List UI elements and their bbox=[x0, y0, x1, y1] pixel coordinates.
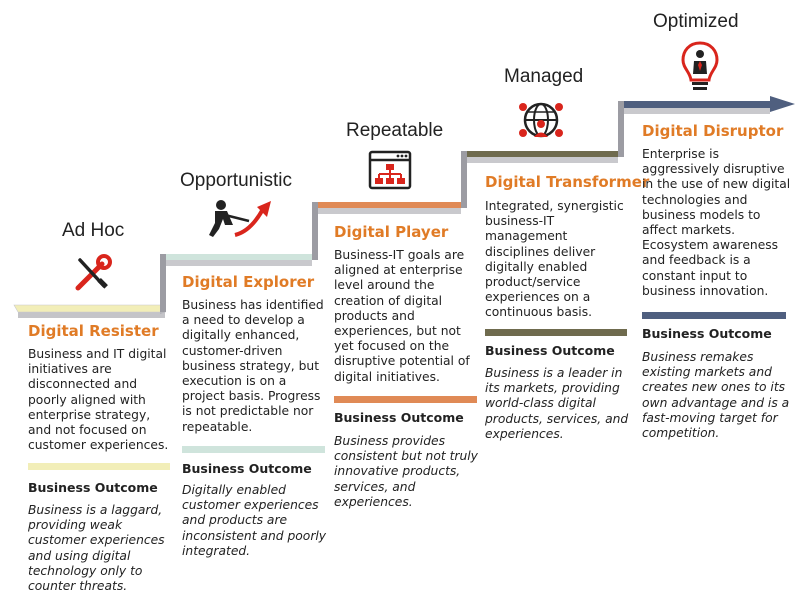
business-outcome-text: Business provides consistent but not truly innovative products, services, and experiences. bbox=[334, 434, 478, 509]
stage-divider-bar bbox=[182, 446, 325, 453]
stage-level-title: Ad Hoc bbox=[62, 220, 125, 241]
wrench-screwdriver-icon bbox=[70, 252, 114, 296]
business-outcome-text: Digitally enabled customer experiences and products are inconsistent and poorly integrated. bbox=[182, 483, 327, 558]
arrow-head bbox=[770, 96, 795, 112]
step-face-2 bbox=[166, 260, 312, 266]
step-edge-5 bbox=[618, 101, 624, 157]
globe-network-people-icon bbox=[516, 95, 566, 145]
stage-name: Digital Resister bbox=[28, 322, 159, 340]
stage-name: Digital Transformer bbox=[485, 173, 650, 191]
stage-description: Integrated, synergistic business-IT management disciplines deliver digitally enabled product/service experiences on a continuous basis. bbox=[485, 199, 624, 320]
step-face-4 bbox=[467, 157, 618, 163]
business-outcome-label: Business Outcome bbox=[28, 480, 158, 495]
step-tread-4 bbox=[461, 151, 624, 157]
business-outcome-text: Business is a laggard, providing weak customer experiences and using digital technology only to counter threats. bbox=[28, 503, 165, 594]
stage-name: Digital Player bbox=[334, 223, 449, 241]
business-outcome-label: Business Outcome bbox=[642, 326, 772, 341]
stage-level-title: Optimized bbox=[653, 11, 739, 32]
step-tread-2 bbox=[160, 254, 318, 260]
stage-description: Business-IT goals are aligned at enterprise level around the creation of digital products and experiences, but not yet focused on the disruptive potential of digital initiatives. bbox=[334, 248, 470, 384]
stage-divider-bar bbox=[642, 312, 786, 319]
stage-level-title: Managed bbox=[504, 66, 584, 87]
stage-description: Enterprise is aggressively disruptive in the use of new digital technologies and business models to affect markets. Ecosystem awareness and feedback is a constant input to business innovation. bbox=[642, 147, 791, 298]
stage-level-title: Repeatable bbox=[346, 120, 444, 141]
step-edge-2 bbox=[160, 254, 166, 312]
step-riser-1 bbox=[18, 312, 165, 318]
step-tread-3 bbox=[312, 202, 467, 208]
stage-divider-bar bbox=[28, 463, 170, 470]
stage-level-title: Opportunistic bbox=[180, 170, 292, 191]
business-outcome-text: Business remakes existing markets and creates new ones to its own advantage and is a fast-moving target for competition. bbox=[642, 350, 790, 441]
stage-description: Business has identified a need to develop a digitally enhanced, customer-driven business strategy, but execution is on a project basis. Progress is not predictable nor repeatable. bbox=[182, 298, 324, 434]
business-outcome-label: Business Outcome bbox=[182, 461, 312, 476]
step-face-5 bbox=[624, 108, 770, 114]
step-face-3 bbox=[318, 208, 461, 214]
browser-sitemap-icon bbox=[368, 150, 412, 190]
lightbulb-businessman-icon bbox=[680, 40, 720, 94]
business-outcome-label: Business Outcome bbox=[485, 343, 615, 358]
stage-name: Digital Disruptor bbox=[642, 122, 784, 140]
step-tread-5 bbox=[618, 101, 772, 108]
business-outcome-text: Business is a leader in its markets, providing world-class digital products, services, and experiences. bbox=[485, 366, 629, 441]
business-outcome-label: Business Outcome bbox=[334, 410, 464, 425]
step-edge-3 bbox=[312, 202, 318, 260]
stage-divider-bar bbox=[334, 396, 477, 403]
step-edge-4 bbox=[461, 151, 467, 208]
step-tread-1 bbox=[14, 305, 165, 312]
stage-name: Digital Explorer bbox=[182, 273, 315, 291]
stage-description: Business and IT digital initiatives are disconnected and poorly aligned with enterprise strategy, and not focused on customer experiences. bbox=[28, 347, 169, 453]
tug-of-war-arrow-icon bbox=[205, 195, 275, 241]
stage-divider-bar bbox=[485, 329, 627, 336]
